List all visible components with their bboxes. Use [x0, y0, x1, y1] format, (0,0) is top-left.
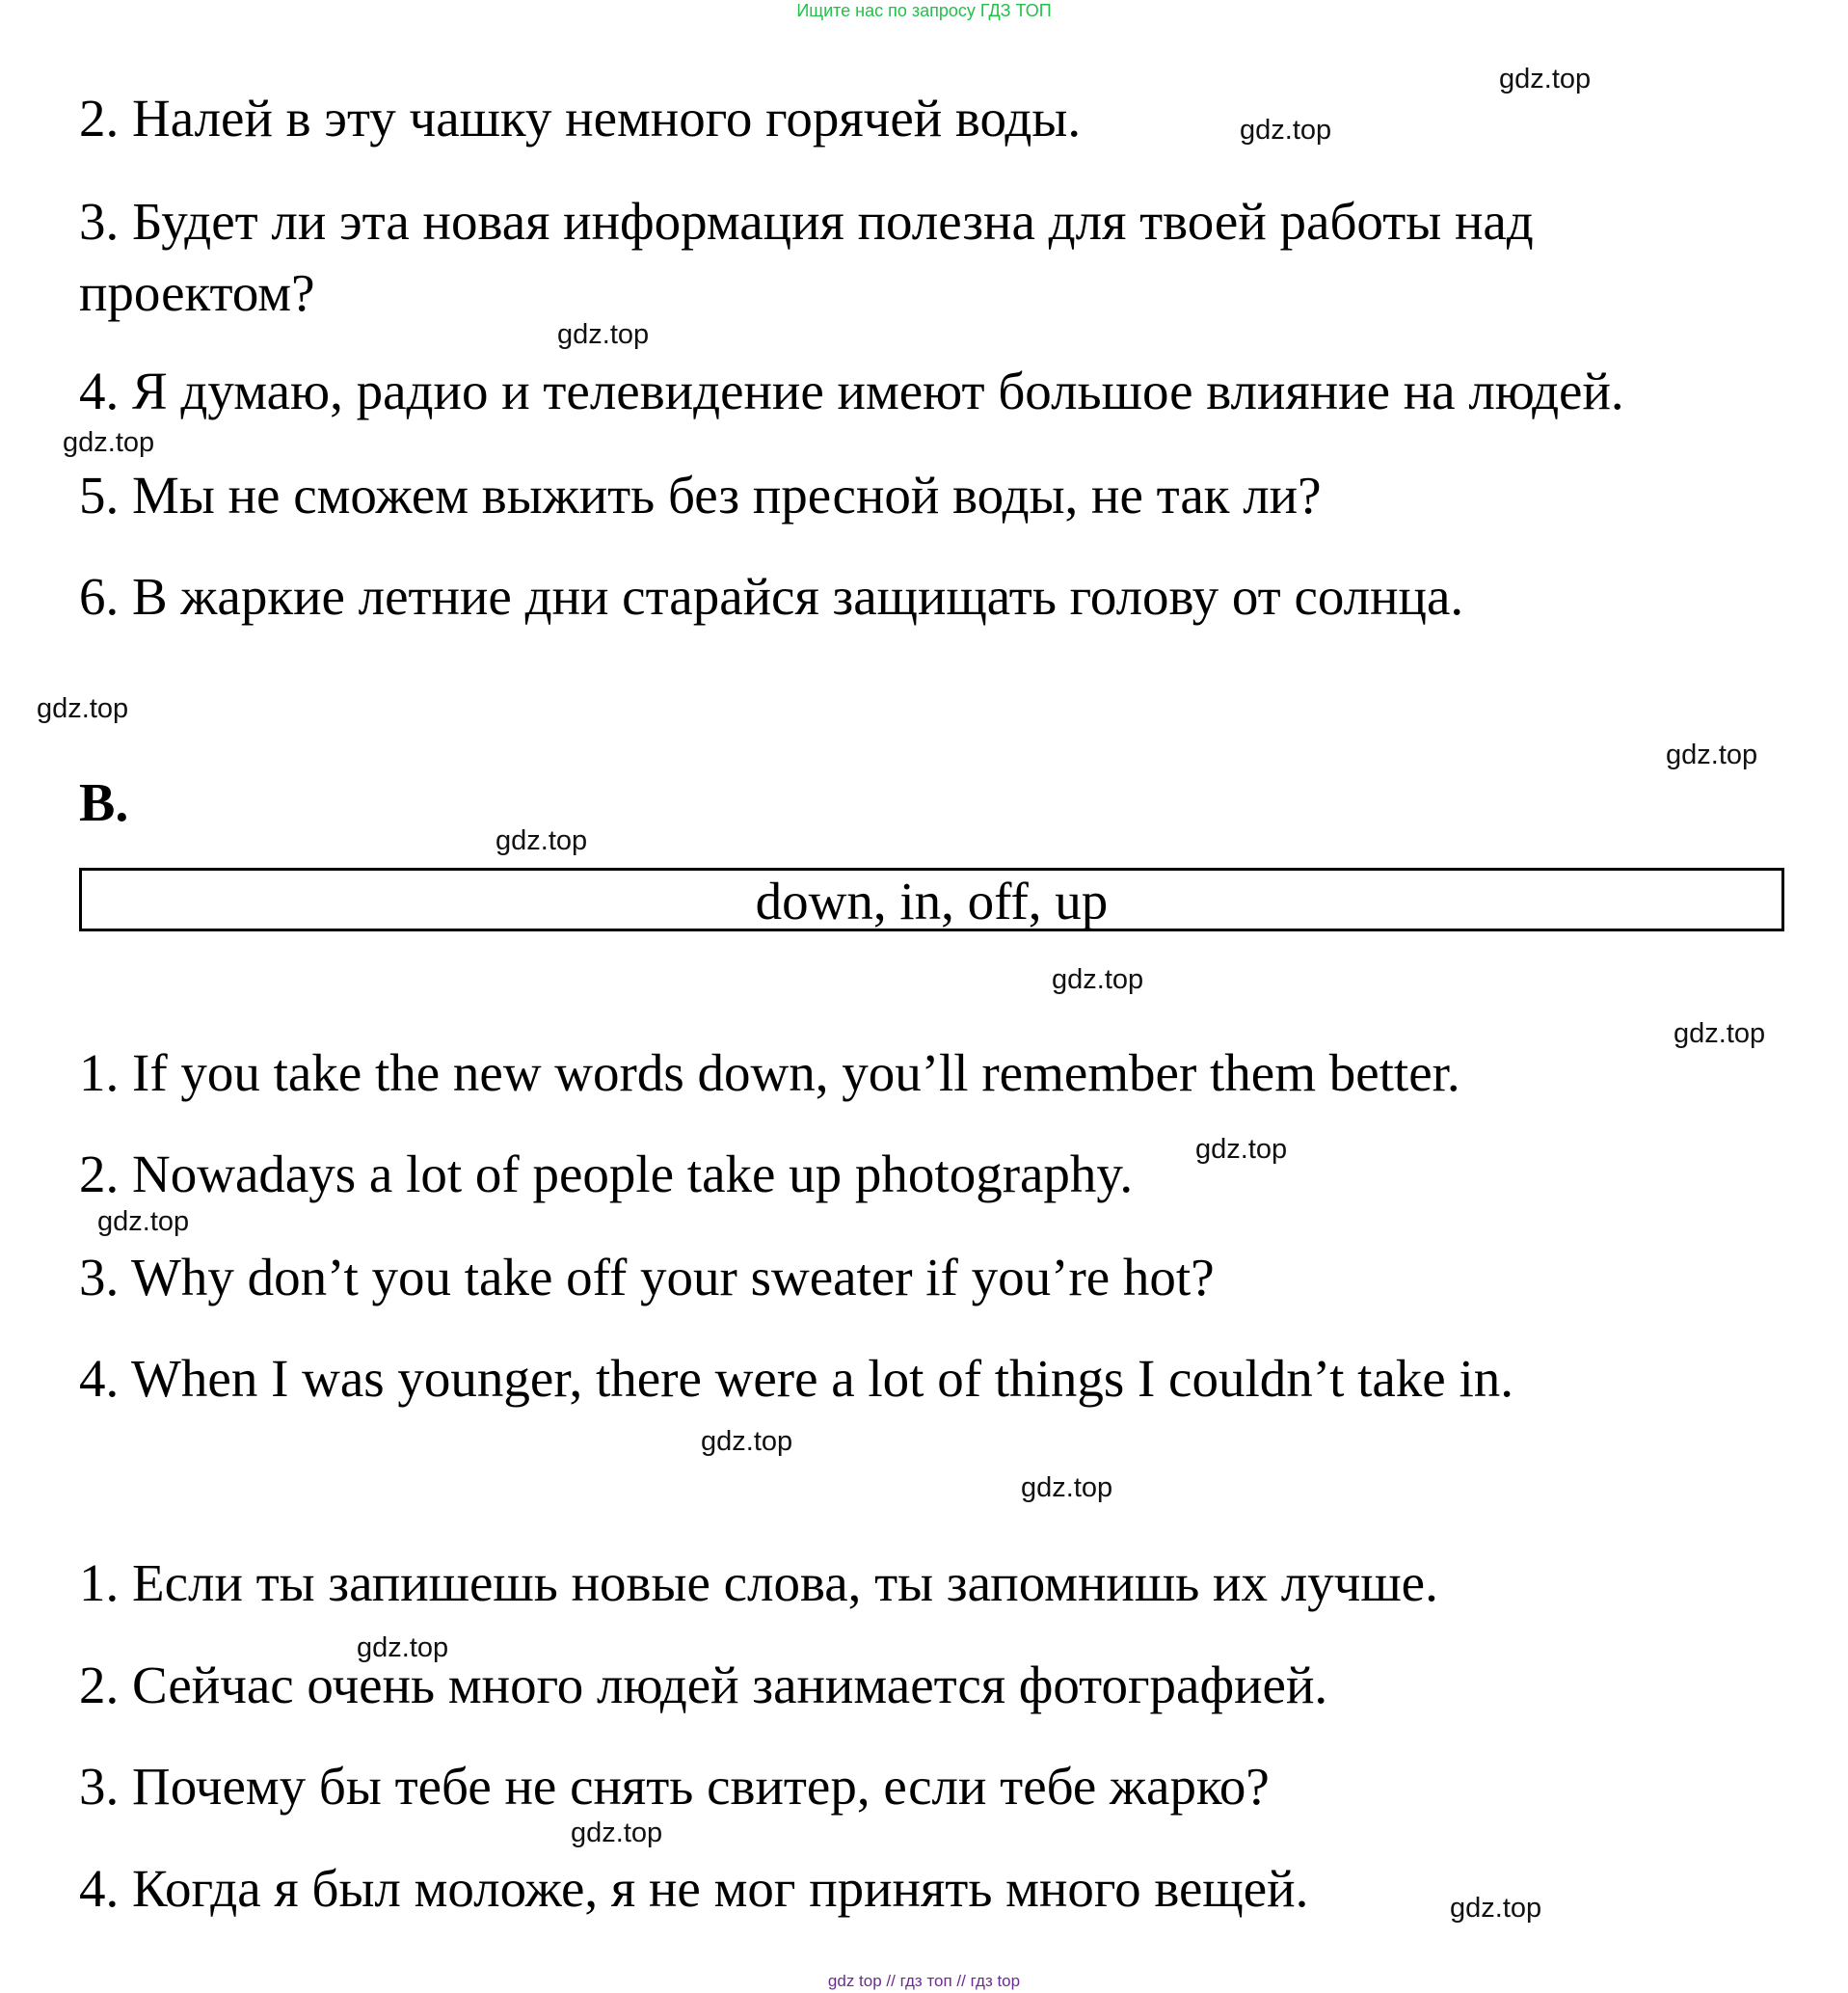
watermark: gdz.top — [97, 1206, 190, 1237]
english-sentence-3: 3. Why don’t you take off your sweater if you’re hot? — [79, 1248, 1215, 1306]
russian-sentence-1: 1. Если ты запишешь новые слова, ты запомнишь их лучше. — [79, 1553, 1438, 1612]
section-a-item-5: 5. Мы не сможем выжить без пресной воды, не так ли? — [79, 466, 1322, 525]
section-b-heading: B. — [79, 773, 129, 833]
word-box: down, in, off, up — [79, 868, 1784, 931]
watermark: gdz.top — [63, 427, 155, 458]
watermark: gdz.top — [571, 1818, 663, 1848]
watermark: gdz.top — [37, 693, 129, 724]
english-sentence-1: 1. If you take the new words down, you’ll remember them better. — [79, 1043, 1460, 1102]
watermark: gdz.top — [1195, 1134, 1288, 1165]
section-a-item-6: 6. В жаркие летние дни старайся защищать голову от солнца. — [79, 567, 1464, 626]
russian-sentence-2: 2. Сейчас очень много людей занимается фотографией. — [79, 1656, 1328, 1714]
russian-sentence-4: 4. Когда я был моложе, я не мог принять много вещей. — [79, 1859, 1309, 1918]
watermark: gdz.top — [1499, 64, 1592, 94]
watermark: gdz.top — [1240, 115, 1332, 146]
russian-sentence-3: 3. Почему бы тебе не снять свитер, если тебе жарко? — [79, 1757, 1270, 1816]
watermark: gdz.top — [1674, 1018, 1766, 1049]
section-a-item-4: 4. Я думаю, радио и телевидение имеют большое влияние на людей. — [79, 362, 1624, 420]
top-banner: Ищите нас по запросу ГДЗ ТОП — [796, 1, 1052, 20]
section-a-item-2: 2. Налей в эту чашку немного горячей воды. — [79, 89, 1082, 148]
watermark: gdz.top — [1666, 740, 1758, 770]
bottom-banner: gdz top // гдз топ // гдз top — [827, 1972, 1021, 1990]
watermark: gdz.top — [557, 319, 650, 350]
section-a-item-3: 3. Будет ли эта новая информация полезна для твоей работы над проектом? — [79, 192, 1534, 322]
english-sentence-4: 4. When I was younger, there were a lot of things I couldn’t take in. — [79, 1349, 1513, 1408]
watermark: gdz.top — [1052, 964, 1144, 995]
watermark: gdz.top — [357, 1632, 449, 1663]
watermark: gdz.top — [1450, 1893, 1542, 1924]
watermark: gdz.top — [495, 825, 588, 856]
watermark: gdz.top — [1021, 1472, 1113, 1503]
watermark: gdz.top — [701, 1426, 793, 1457]
english-sentence-2: 2. Nowadays a lot of people take up photography. — [79, 1145, 1134, 1203]
